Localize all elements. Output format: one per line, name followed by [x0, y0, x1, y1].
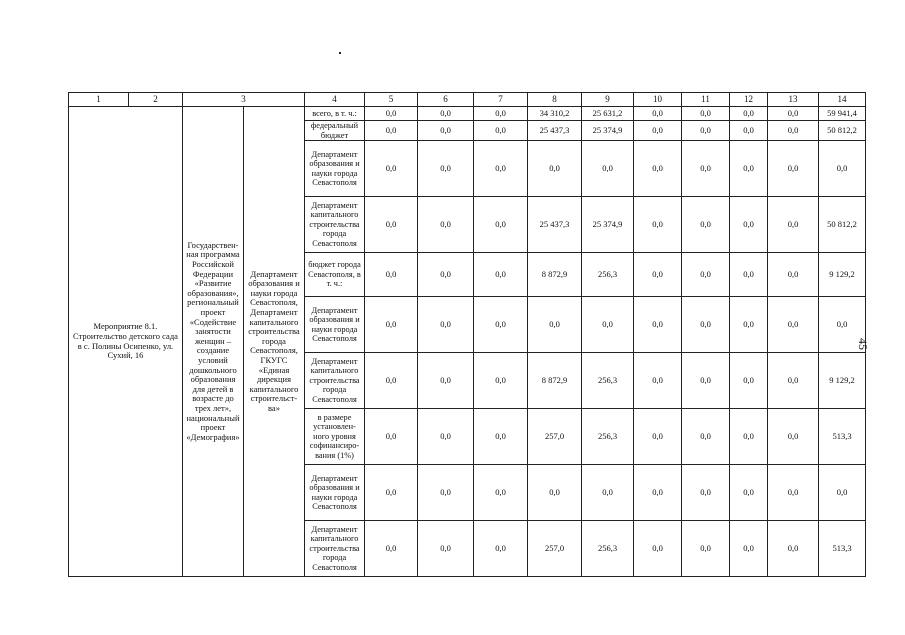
- header-cell: 13: [768, 93, 819, 107]
- value-cell: 8 872,9: [528, 253, 582, 297]
- value-cell: 0,0: [768, 353, 819, 409]
- table-row: [69, 107, 866, 121]
- value-cell: 50 812,2: [819, 197, 866, 253]
- value-cell: 0,0: [474, 409, 528, 465]
- value-cell: 0,0: [582, 297, 634, 353]
- value-cell: 0,0: [365, 197, 418, 253]
- value-cell: 0,0: [365, 409, 418, 465]
- header-cell: 8: [528, 93, 582, 107]
- value-cell: 0,0: [365, 353, 418, 409]
- value-cell: 0,0: [418, 297, 474, 353]
- value-cell: 0,0: [768, 107, 819, 121]
- value-cell: 0,0: [418, 121, 474, 141]
- header-cell: 14: [819, 93, 866, 107]
- value-cell: 0,0: [418, 353, 474, 409]
- value-cell: 0,0: [682, 141, 730, 197]
- funding-source-cell: Департамент образования и науки города Севастополя: [305, 141, 365, 197]
- header-cell: 7: [474, 93, 528, 107]
- value-cell: 0,0: [365, 121, 418, 141]
- value-cell: 0,0: [365, 521, 418, 577]
- funding-source-cell: Департамент капитального строительства города Севастополя: [305, 353, 365, 409]
- page-number: 45: [856, 338, 870, 350]
- funding-source-cell: всего, в т. ч.:: [305, 107, 365, 121]
- value-cell: 256,3: [582, 521, 634, 577]
- value-cell: 0,0: [682, 197, 730, 253]
- value-cell: 9 129,2: [819, 253, 866, 297]
- executor-cell: Департамент образования и науки города Севастополя, Департамент капитального строительства города Севастополя, ГКУГС «Единая дирекция капитального строительст-ва»: [244, 107, 305, 577]
- value-cell: 0,0: [768, 409, 819, 465]
- value-cell: 0,0: [768, 253, 819, 297]
- value-cell: 0,0: [730, 141, 768, 197]
- value-cell: 0,0: [730, 521, 768, 577]
- funding-source-cell: федеральный бюджет: [305, 121, 365, 141]
- header-row: [69, 93, 866, 107]
- header-cell: 2: [129, 93, 183, 107]
- header-cell: 4: [305, 93, 365, 107]
- value-cell: 0,0: [418, 521, 474, 577]
- value-cell: 0,0: [582, 141, 634, 197]
- value-cell: 0,0: [682, 521, 730, 577]
- funding-source-cell: бюджет города Севастополя, в т. ч.:: [305, 253, 365, 297]
- value-cell: 25 437,3: [528, 121, 582, 141]
- value-cell: 257,0: [528, 409, 582, 465]
- header-cell: 3: [183, 93, 305, 107]
- value-cell: 0,0: [682, 253, 730, 297]
- value-cell: 0,0: [682, 353, 730, 409]
- value-cell: 0,0: [730, 107, 768, 121]
- value-cell: 0,0: [365, 465, 418, 521]
- value-cell: 59 941,4: [819, 107, 866, 121]
- value-cell: 0,0: [528, 141, 582, 197]
- value-cell: 0,0: [634, 297, 682, 353]
- value-cell: 0,0: [768, 521, 819, 577]
- value-cell: 256,3: [582, 353, 634, 409]
- value-cell: 25 631,2: [582, 107, 634, 121]
- value-cell: 0,0: [418, 253, 474, 297]
- value-cell: 25 437,3: [528, 197, 582, 253]
- value-cell: 0,0: [418, 141, 474, 197]
- funding-source-cell: Департамент капитального строительства города Севастополя: [305, 521, 365, 577]
- activity-cell: Мероприятие 8.1. Строительство детского сада в с. Полины Осипенко, ул. Сухий, 16: [69, 107, 183, 577]
- value-cell: 0,0: [819, 297, 866, 353]
- value-cell: 0,0: [365, 107, 418, 121]
- value-cell: 0,0: [634, 197, 682, 253]
- speck-mark: [339, 52, 341, 54]
- value-cell: 0,0: [819, 141, 866, 197]
- funding-source-cell: Департамент образования и науки города Севастополя: [305, 465, 365, 521]
- value-cell: 0,0: [365, 253, 418, 297]
- header-cell: 6: [418, 93, 474, 107]
- value-cell: 0,0: [730, 297, 768, 353]
- value-cell: 0,0: [474, 253, 528, 297]
- value-cell: 0,0: [682, 107, 730, 121]
- value-cell: 0,0: [768, 197, 819, 253]
- value-cell: 513,3: [819, 521, 866, 577]
- value-cell: 0,0: [418, 107, 474, 121]
- value-cell: 0,0: [528, 465, 582, 521]
- value-cell: 0,0: [418, 465, 474, 521]
- program-cell: Государствен-ная программа Российской Федерации «Развитие образования», региональный проект «Содействие занятости женщин – создание условий дошкольного образования для детей в возрасте до трех лет», национальный проект «Демография»: [183, 107, 244, 577]
- value-cell: 0,0: [634, 121, 682, 141]
- header-cell: 10: [634, 93, 682, 107]
- value-cell: 0,0: [768, 297, 819, 353]
- funding-source-cell: в размере установлен-ного уровня софинансиро-вания (1%): [305, 409, 365, 465]
- value-cell: 0,0: [634, 521, 682, 577]
- value-cell: 0,0: [682, 121, 730, 141]
- value-cell: 0,0: [682, 465, 730, 521]
- value-cell: 0,0: [365, 141, 418, 197]
- value-cell: 50 812,2: [819, 121, 866, 141]
- header-cell: 11: [682, 93, 730, 107]
- value-cell: 257,0: [528, 521, 582, 577]
- value-cell: 0,0: [682, 409, 730, 465]
- value-cell: 256,3: [582, 409, 634, 465]
- value-cell: 513,3: [819, 409, 866, 465]
- value-cell: 0,0: [730, 465, 768, 521]
- value-cell: 0,0: [768, 465, 819, 521]
- value-cell: 0,0: [582, 465, 634, 521]
- value-cell: 0,0: [634, 465, 682, 521]
- value-cell: 256,3: [582, 253, 634, 297]
- budget-table: [68, 92, 866, 577]
- value-cell: 0,0: [474, 107, 528, 121]
- value-cell: 0,0: [634, 107, 682, 121]
- value-cell: 0,0: [768, 141, 819, 197]
- value-cell: 0,0: [730, 121, 768, 141]
- value-cell: 0,0: [474, 521, 528, 577]
- header-cell: 12: [730, 93, 768, 107]
- value-cell: 0,0: [418, 197, 474, 253]
- funding-source-cell: Департамент капитального строительства города Севастополя: [305, 197, 365, 253]
- value-cell: 0,0: [528, 297, 582, 353]
- value-cell: 9 129,2: [819, 353, 866, 409]
- value-cell: 25 374,9: [582, 121, 634, 141]
- value-cell: 0,0: [730, 253, 768, 297]
- value-cell: 0,0: [474, 121, 528, 141]
- header-cell: 5: [365, 93, 418, 107]
- header-cell: 1: [69, 93, 129, 107]
- value-cell: 0,0: [365, 297, 418, 353]
- value-cell: 0,0: [634, 141, 682, 197]
- value-cell: 25 374,9: [582, 197, 634, 253]
- value-cell: 0,0: [634, 253, 682, 297]
- value-cell: 0,0: [474, 197, 528, 253]
- value-cell: 0,0: [730, 353, 768, 409]
- value-cell: 0,0: [474, 141, 528, 197]
- value-cell: 0,0: [768, 121, 819, 141]
- value-cell: 0,0: [682, 297, 730, 353]
- value-cell: 8 872,9: [528, 353, 582, 409]
- value-cell: 0,0: [730, 197, 768, 253]
- value-cell: 0,0: [474, 465, 528, 521]
- value-cell: 0,0: [634, 409, 682, 465]
- value-cell: 0,0: [474, 353, 528, 409]
- value-cell: 0,0: [418, 409, 474, 465]
- value-cell: 0,0: [819, 465, 866, 521]
- value-cell: 0,0: [474, 297, 528, 353]
- value-cell: 34 310,2: [528, 107, 582, 121]
- funding-source-cell: Департамент образования и науки города Севастополя: [305, 297, 365, 353]
- value-cell: 0,0: [634, 353, 682, 409]
- header-cell: 9: [582, 93, 634, 107]
- value-cell: 0,0: [730, 409, 768, 465]
